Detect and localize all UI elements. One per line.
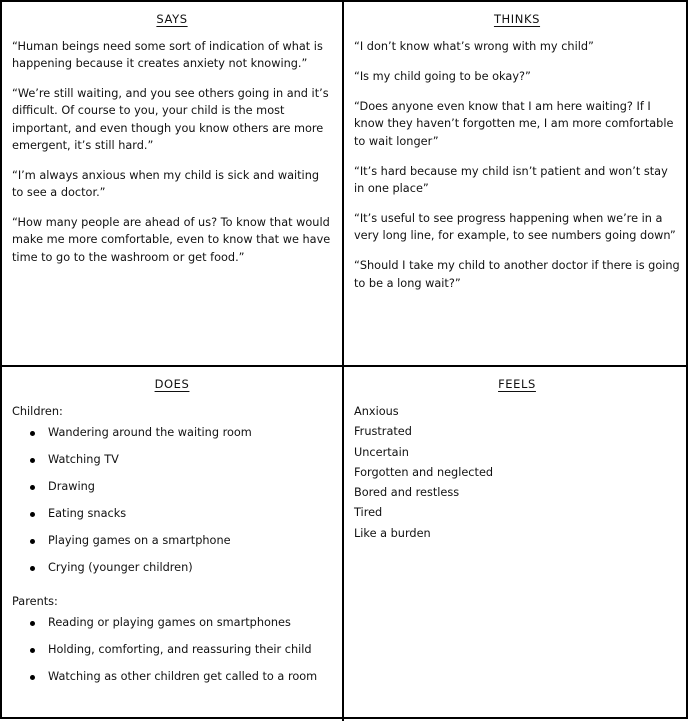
says-quote: “Human beings need some sort of indication of what is happening because it creates anxiety not knowing.” xyxy=(12,40,323,71)
list-item: Crying (younger children) xyxy=(16,560,332,577)
says-quote: “We’re still waiting, and you see others going in and it’s difficult. Of course to you, your child is the most important, and even though you know others are more emergent, it’s still hard.” xyxy=(12,87,329,152)
list-item: Forgotten and neglected xyxy=(354,465,494,479)
quadrant-feels xyxy=(343,366,688,721)
list-item: Like a burden xyxy=(354,526,431,540)
thinks-quote: “Should I take my child to another doctor if there is going to be a long wait?” xyxy=(354,259,680,290)
thinks-quote: “I don’t know what’s wrong with my child” xyxy=(354,40,594,53)
thinks-quote-list xyxy=(354,38,680,292)
quadrant-does-title: DOES xyxy=(154,377,190,391)
list-item: Watching TV xyxy=(16,452,332,469)
thinks-quote: “Does anyone even know that I am here waiting? If I know they haven’t forgotten me, I am more comfortable to wait longer” xyxy=(354,100,674,148)
feels-list xyxy=(354,403,680,543)
list-item: Watching as other children get called to a room xyxy=(16,669,332,686)
does-group-label-parents: Parents: xyxy=(12,594,58,608)
list-item: Frustrated xyxy=(354,425,412,439)
list-item: Wandering around the waiting room xyxy=(16,425,332,442)
list-item: Bored and restless xyxy=(354,486,460,500)
thinks-quote: “Is my child going to be okay?” xyxy=(354,70,531,84)
quadrant-thinks-title: THINKS xyxy=(493,12,541,26)
quadrant-feels-title: FEELS xyxy=(498,377,536,391)
does-group-label-children: Children: xyxy=(12,405,63,418)
list-item: Uncertain xyxy=(354,445,409,459)
quadrant-does xyxy=(2,366,343,721)
list-item: Holding, comforting, and reassuring their child xyxy=(16,642,332,659)
list-item: Playing games on a smartphone xyxy=(16,533,332,550)
thinks-quote: “It’s hard because my child isn’t patient and won’t stay in one place” xyxy=(354,164,668,195)
quadrant-says xyxy=(2,2,343,366)
thinks-quote: “It’s useful to see progress happening when we’re in a very long line, for example, to see numbers going down” xyxy=(354,212,676,243)
says-quote: “I’m always anxious when my child is sick and waiting to see a doctor.” xyxy=(12,168,320,200)
quadrant-says-title: SAYS xyxy=(156,12,188,26)
list-item: Drawing xyxy=(16,479,332,496)
list-item: Reading or playing games on smartphones xyxy=(16,615,332,632)
does-parents-list xyxy=(16,615,332,686)
list-item: Anxious xyxy=(354,405,399,418)
does-children-list xyxy=(16,425,332,577)
quadrant-thinks xyxy=(343,2,688,366)
list-item: Tired xyxy=(354,506,383,520)
says-quote-list xyxy=(12,38,332,266)
says-quote: “How many people are ahead of us? To know that would make me more comfortable, even to know that we have time to go to the washroom or get food.” xyxy=(12,216,331,264)
list-item: Eating snacks xyxy=(16,506,332,523)
